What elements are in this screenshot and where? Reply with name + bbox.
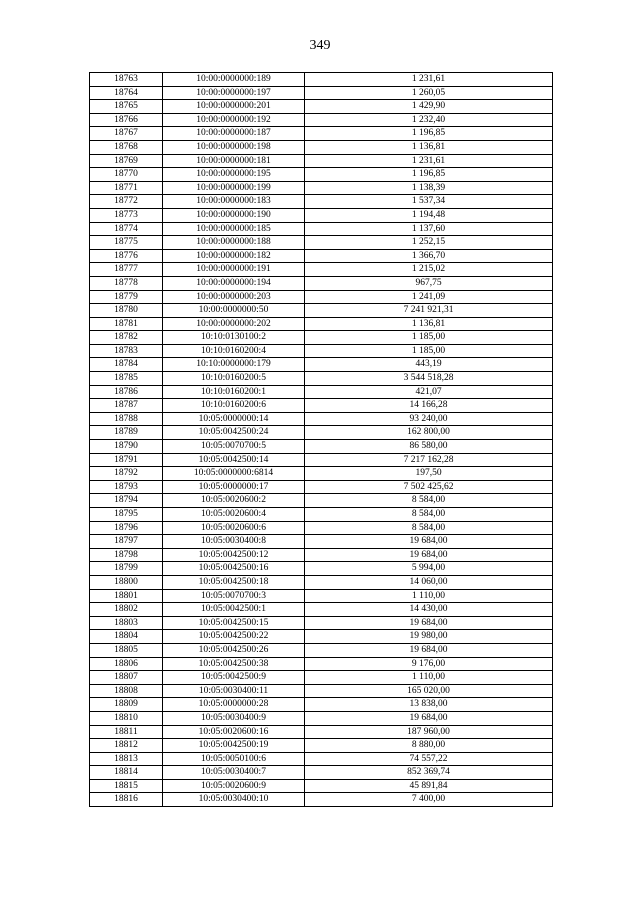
- row-number-cell: 18771: [90, 181, 163, 195]
- table-row: [90, 494, 553, 508]
- cadastral-number-cell: 10:10:0160200:4: [163, 344, 305, 358]
- cadastral-number-cell: 10:00:0000000:199: [163, 181, 305, 195]
- cadastral-number-cell: 10:00:0000000:195: [163, 168, 305, 182]
- row-number-cell: 18767: [90, 127, 163, 141]
- value-cell: 19 684,00: [305, 643, 553, 657]
- row-number-cell: 18765: [90, 100, 163, 114]
- value-cell: 8 584,00: [305, 508, 553, 522]
- value-cell: 1 537,34: [305, 195, 553, 209]
- data-table: [89, 72, 553, 807]
- table-row: [90, 562, 553, 576]
- table-row: [90, 412, 553, 426]
- cadastral-number-cell: 10:00:0000000:190: [163, 208, 305, 222]
- table-row: [90, 671, 553, 685]
- table-row: [90, 467, 553, 481]
- cadastral-number-cell: 10:05:0030400:7: [163, 766, 305, 780]
- row-number-cell: 18800: [90, 575, 163, 589]
- cadastral-number-cell: 10:05:0030400:11: [163, 684, 305, 698]
- row-number-cell: 18815: [90, 779, 163, 793]
- table-row: [90, 127, 553, 141]
- table-row: [90, 548, 553, 562]
- value-cell: 5 994,00: [305, 562, 553, 576]
- table-row: [90, 575, 553, 589]
- value-cell: 443,19: [305, 358, 553, 372]
- table-row: [90, 616, 553, 630]
- cadastral-number-cell: 10:05:0000000:28: [163, 698, 305, 712]
- table-row: [90, 181, 553, 195]
- cadastral-number-cell: 10:00:0000000:183: [163, 195, 305, 209]
- value-cell: 1 196,85: [305, 127, 553, 141]
- cadastral-number-cell: 10:05:0042500:1: [163, 603, 305, 617]
- cadastral-number-cell: 10:00:0000000:187: [163, 127, 305, 141]
- cadastral-number-cell: 10:10:0160200:1: [163, 385, 305, 399]
- cadastral-number-cell: 10:05:0070700:3: [163, 589, 305, 603]
- row-number-cell: 18789: [90, 426, 163, 440]
- cadastral-number-cell: 10:00:0000000:189: [163, 73, 305, 87]
- cadastral-number-cell: 10:05:0042500:19: [163, 739, 305, 753]
- value-cell: 19 980,00: [305, 630, 553, 644]
- value-cell: 187 960,00: [305, 725, 553, 739]
- cadastral-number-cell: 10:05:0042500:38: [163, 657, 305, 671]
- value-cell: 1 185,00: [305, 344, 553, 358]
- table-row: [90, 711, 553, 725]
- cadastral-number-cell: 10:00:0000000:181: [163, 154, 305, 168]
- row-number-cell: 18770: [90, 168, 163, 182]
- table-row: [90, 113, 553, 127]
- cadastral-number-cell: 10:05:0000000:17: [163, 480, 305, 494]
- cadastral-number-cell: 10:00:0000000:185: [163, 222, 305, 236]
- table-row: [90, 779, 553, 793]
- page-number: 349: [309, 38, 331, 53]
- row-number-cell: 18804: [90, 630, 163, 644]
- table-row: [90, 766, 553, 780]
- value-cell: 19 684,00: [305, 711, 553, 725]
- row-number-cell: 18797: [90, 535, 163, 549]
- table-row: [90, 535, 553, 549]
- cadastral-number-cell: 10:05:0042500:15: [163, 616, 305, 630]
- row-number-cell: 18783: [90, 344, 163, 358]
- table-row: [90, 739, 553, 753]
- value-cell: 1 232,40: [305, 113, 553, 127]
- value-cell: 1 215,02: [305, 263, 553, 277]
- table-row: [90, 331, 553, 345]
- row-number-cell: 18776: [90, 249, 163, 263]
- value-cell: 19 684,00: [305, 616, 553, 630]
- value-cell: 1 110,00: [305, 671, 553, 685]
- row-number-cell: 18799: [90, 562, 163, 576]
- row-number-cell: 18812: [90, 739, 163, 753]
- table-row: [90, 263, 553, 277]
- row-number-cell: 18768: [90, 140, 163, 154]
- value-cell: 14 430,00: [305, 603, 553, 617]
- value-cell: 9 176,00: [305, 657, 553, 671]
- value-cell: 1 196,85: [305, 168, 553, 182]
- cadastral-number-cell: 10:05:0042500:24: [163, 426, 305, 440]
- row-number-cell: 18813: [90, 752, 163, 766]
- cadastral-number-cell: 10:10:0000000:179: [163, 358, 305, 372]
- table-row: [90, 236, 553, 250]
- cadastral-number-cell: 10:05:0020600:6: [163, 521, 305, 535]
- row-number-cell: 18778: [90, 276, 163, 290]
- cadastral-number-cell: 10:05:0030400:9: [163, 711, 305, 725]
- table-row: [90, 222, 553, 236]
- value-cell: 1 260,05: [305, 86, 553, 100]
- row-number-cell: 18806: [90, 657, 163, 671]
- row-number-cell: 18805: [90, 643, 163, 657]
- value-cell: 8 584,00: [305, 521, 553, 535]
- row-number-cell: 18794: [90, 494, 163, 508]
- row-number-cell: 18782: [90, 331, 163, 345]
- row-number-cell: 18766: [90, 113, 163, 127]
- table-row: [90, 317, 553, 331]
- value-cell: 197,50: [305, 467, 553, 481]
- table-row: [90, 440, 553, 454]
- value-cell: 1 137,60: [305, 222, 553, 236]
- table-row: [90, 290, 553, 304]
- value-cell: 1 241,09: [305, 290, 553, 304]
- value-cell: 421,07: [305, 385, 553, 399]
- cadastral-number-cell: 10:00:0000000:188: [163, 236, 305, 250]
- cadastral-number-cell: 10:00:0000000:182: [163, 249, 305, 263]
- row-number-cell: 18801: [90, 589, 163, 603]
- row-number-cell: 18764: [90, 86, 163, 100]
- table-row: [90, 154, 553, 168]
- value-cell: 1 252,15: [305, 236, 553, 250]
- value-cell: 3 544 518,28: [305, 372, 553, 386]
- value-cell: 7 502 425,62: [305, 480, 553, 494]
- value-cell: 19 684,00: [305, 548, 553, 562]
- table-row: [90, 399, 553, 413]
- table-row: [90, 73, 553, 87]
- cadastral-number-cell: 10:05:0042500:22: [163, 630, 305, 644]
- value-cell: 74 557,22: [305, 752, 553, 766]
- value-cell: 8 880,00: [305, 739, 553, 753]
- table-row: [90, 276, 553, 290]
- cadastral-number-cell: 10:00:0000000:192: [163, 113, 305, 127]
- cadastral-number-cell: 10:05:0030400:8: [163, 535, 305, 549]
- row-number-cell: 18788: [90, 412, 163, 426]
- row-number-cell: 18798: [90, 548, 163, 562]
- row-number-cell: 18780: [90, 304, 163, 318]
- value-cell: 967,75: [305, 276, 553, 290]
- row-number-cell: 18772: [90, 195, 163, 209]
- value-cell: 7 241 921,31: [305, 304, 553, 318]
- table-row: [90, 304, 553, 318]
- row-number-cell: 18763: [90, 73, 163, 87]
- cadastral-number-cell: 10:05:0000000:14: [163, 412, 305, 426]
- table-row: [90, 684, 553, 698]
- cadastral-number-cell: 10:00:0000000:201: [163, 100, 305, 114]
- row-number-cell: 18793: [90, 480, 163, 494]
- row-number-cell: 18785: [90, 372, 163, 386]
- cadastral-number-cell: 10:10:0160200:6: [163, 399, 305, 413]
- table-row: [90, 793, 553, 807]
- cadastral-number-cell: 10:05:0050100:6: [163, 752, 305, 766]
- row-number-cell: 18784: [90, 358, 163, 372]
- row-number-cell: 18802: [90, 603, 163, 617]
- table-body: [90, 73, 553, 807]
- cadastral-number-cell: 10:05:0020600:16: [163, 725, 305, 739]
- row-number-cell: 18811: [90, 725, 163, 739]
- value-cell: 19 684,00: [305, 535, 553, 549]
- row-number-cell: 18775: [90, 236, 163, 250]
- row-number-cell: 18816: [90, 793, 163, 807]
- cadastral-number-cell: 10:00:0000000:50: [163, 304, 305, 318]
- row-number-cell: 18774: [90, 222, 163, 236]
- value-cell: 8 584,00: [305, 494, 553, 508]
- row-number-cell: 18814: [90, 766, 163, 780]
- value-cell: 14 060,00: [305, 575, 553, 589]
- cadastral-number-cell: 10:05:0042500:16: [163, 562, 305, 576]
- table-row: [90, 195, 553, 209]
- row-number-cell: 18808: [90, 684, 163, 698]
- cadastral-number-cell: 10:05:0042500:12: [163, 548, 305, 562]
- table-row: [90, 140, 553, 154]
- row-number-cell: 18786: [90, 385, 163, 399]
- table-row: [90, 480, 553, 494]
- cadastral-number-cell: 10:00:0000000:203: [163, 290, 305, 304]
- table-row: [90, 385, 553, 399]
- cadastral-number-cell: 10:05:0042500:14: [163, 453, 305, 467]
- value-cell: 7 217 162,28: [305, 453, 553, 467]
- value-cell: 93 240,00: [305, 412, 553, 426]
- table-row: [90, 521, 553, 535]
- value-cell: 1 136,81: [305, 140, 553, 154]
- row-number-cell: 18796: [90, 521, 163, 535]
- value-cell: 852 369,74: [305, 766, 553, 780]
- table-row: [90, 752, 553, 766]
- cadastral-number-cell: 10:00:0000000:194: [163, 276, 305, 290]
- cadastral-number-cell: 10:10:0160200:5: [163, 372, 305, 386]
- table-row: [90, 698, 553, 712]
- table-row: [90, 630, 553, 644]
- table-row: [90, 725, 553, 739]
- cadastral-number-cell: 10:05:0070700:5: [163, 440, 305, 454]
- table-row: [90, 208, 553, 222]
- table-row: [90, 344, 553, 358]
- row-number-cell: 18787: [90, 399, 163, 413]
- cadastral-number-cell: 10:05:0020600:4: [163, 508, 305, 522]
- row-number-cell: 18773: [90, 208, 163, 222]
- row-number-cell: 18809: [90, 698, 163, 712]
- table-row: [90, 589, 553, 603]
- cadastral-number-cell: 10:05:0042500:26: [163, 643, 305, 657]
- cadastral-number-cell: 10:05:0020600:2: [163, 494, 305, 508]
- table-row: [90, 426, 553, 440]
- value-cell: 162 800,00: [305, 426, 553, 440]
- row-number-cell: 18803: [90, 616, 163, 630]
- row-number-cell: 18779: [90, 290, 163, 304]
- table-row: [90, 603, 553, 617]
- value-cell: 1 231,61: [305, 73, 553, 87]
- value-cell: 45 891,84: [305, 779, 553, 793]
- value-cell: 13 838,00: [305, 698, 553, 712]
- value-cell: 1 429,90: [305, 100, 553, 114]
- value-cell: 1 110,00: [305, 589, 553, 603]
- value-cell: 1 136,81: [305, 317, 553, 331]
- row-number-cell: 18807: [90, 671, 163, 685]
- row-number-cell: 18790: [90, 440, 163, 454]
- table-row: [90, 358, 553, 372]
- table-row: [90, 168, 553, 182]
- table-row: [90, 453, 553, 467]
- table-row: [90, 372, 553, 386]
- value-cell: 86 580,00: [305, 440, 553, 454]
- table-row: [90, 643, 553, 657]
- cadastral-number-cell: 10:05:0030400:10: [163, 793, 305, 807]
- cadastral-number-cell: 10:10:0130100:2: [163, 331, 305, 345]
- table-row: [90, 249, 553, 263]
- row-number-cell: 18781: [90, 317, 163, 331]
- row-number-cell: 18795: [90, 508, 163, 522]
- value-cell: 1 231,61: [305, 154, 553, 168]
- cadastral-number-cell: 10:00:0000000:191: [163, 263, 305, 277]
- value-cell: 1 366,70: [305, 249, 553, 263]
- cadastral-number-cell: 10:00:0000000:202: [163, 317, 305, 331]
- table-row: [90, 657, 553, 671]
- row-number-cell: 18777: [90, 263, 163, 277]
- row-number-cell: 18810: [90, 711, 163, 725]
- cadastral-number-cell: 10:05:0000000:6814: [163, 467, 305, 481]
- table-row: [90, 86, 553, 100]
- row-number-cell: 18792: [90, 467, 163, 481]
- row-number-cell: 18769: [90, 154, 163, 168]
- cadastral-number-cell: 10:05:0042500:9: [163, 671, 305, 685]
- cadastral-number-cell: 10:00:0000000:197: [163, 86, 305, 100]
- table-row: [90, 100, 553, 114]
- value-cell: 1 194,48: [305, 208, 553, 222]
- cadastral-number-cell: 10:00:0000000:198: [163, 140, 305, 154]
- value-cell: 7 400,00: [305, 793, 553, 807]
- cadastral-number-cell: 10:05:0042500:18: [163, 575, 305, 589]
- value-cell: 1 185,00: [305, 331, 553, 345]
- cadastral-number-cell: 10:05:0020600:9: [163, 779, 305, 793]
- value-cell: 165 020,00: [305, 684, 553, 698]
- value-cell: 14 166,28: [305, 399, 553, 413]
- value-cell: 1 138,39: [305, 181, 553, 195]
- row-number-cell: 18791: [90, 453, 163, 467]
- table-row: [90, 508, 553, 522]
